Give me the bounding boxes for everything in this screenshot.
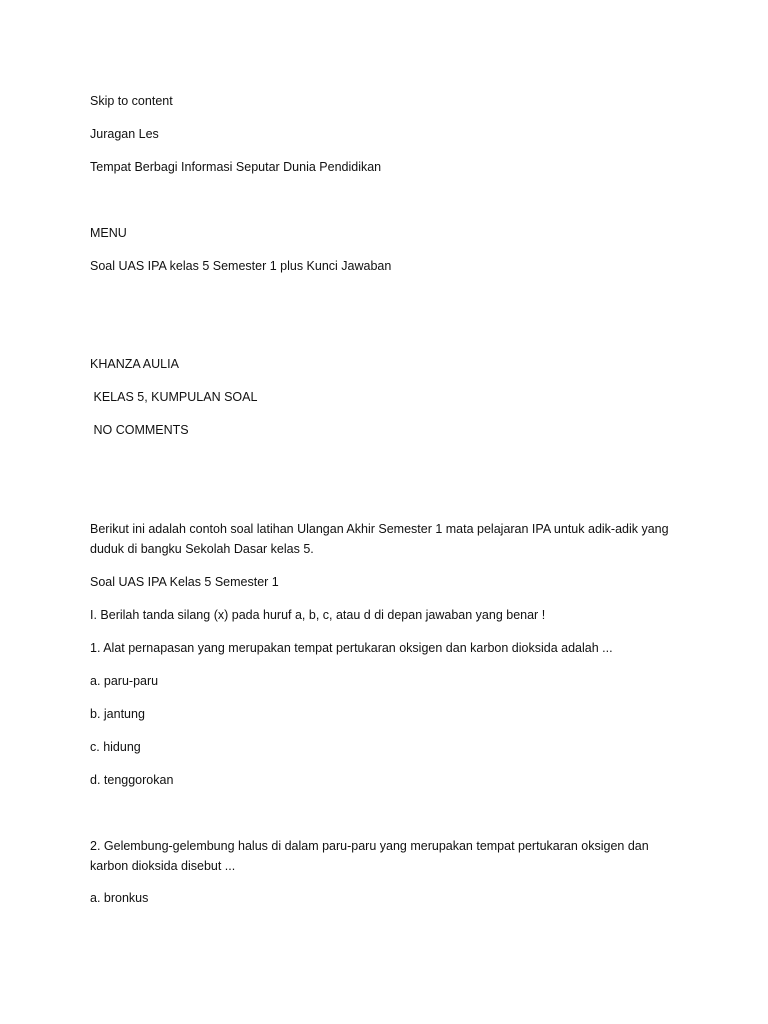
skip-to-content-link[interactable]: Skip to content (90, 94, 173, 108)
site-title-link[interactable]: Juragan Les (90, 127, 159, 141)
menu-button[interactable]: MENU (90, 226, 127, 240)
question-1-option-b: b. jantung (90, 707, 145, 721)
comments-link[interactable]: NO COMMENTS (90, 423, 189, 437)
question-1-text: 1. Alat pernapasan yang merupakan tempat pertukaran oksigen dan karbon dioksida adalah ... (90, 641, 613, 655)
category-links[interactable]: KELAS 5, KUMPULAN SOAL (90, 390, 258, 404)
author-link[interactable]: KHANZA AULIA (90, 357, 179, 371)
instruction-text: I. Berilah tanda silang (x) pada huruf a, b, c, atau d di depan jawaban yang benar ! (90, 608, 546, 622)
question-1-option-c: c. hidung (90, 740, 141, 754)
site-tagline: Tempat Berbagi Informasi Seputar Dunia Pendidikan (90, 160, 382, 174)
question-1-option-d: d. tenggorokan (90, 773, 174, 787)
question-2-option-a: a. bronkus (90, 891, 149, 905)
article-title: Soal UAS IPA kelas 5 Semester 1 plus Kunci Jawaban (90, 259, 392, 273)
question-1-option-a: a. paru-paru (90, 674, 159, 688)
question-2-text: 2. Gelembung-gelembung halus di dalam paru-paru yang merupakan tempat pertukaran oksigen dan karbon dioksida disebut ... (90, 839, 653, 873)
section-heading: Soal UAS IPA Kelas 5 Semester 1 (90, 575, 279, 589)
article-intro: Berikut ini adalah contoh soal latihan Ulangan Akhir Semester 1 mata pelajaran IPA untuk adik-adik yang duduk di bangku Sekolah Dasar kelas 5. (90, 522, 673, 556)
